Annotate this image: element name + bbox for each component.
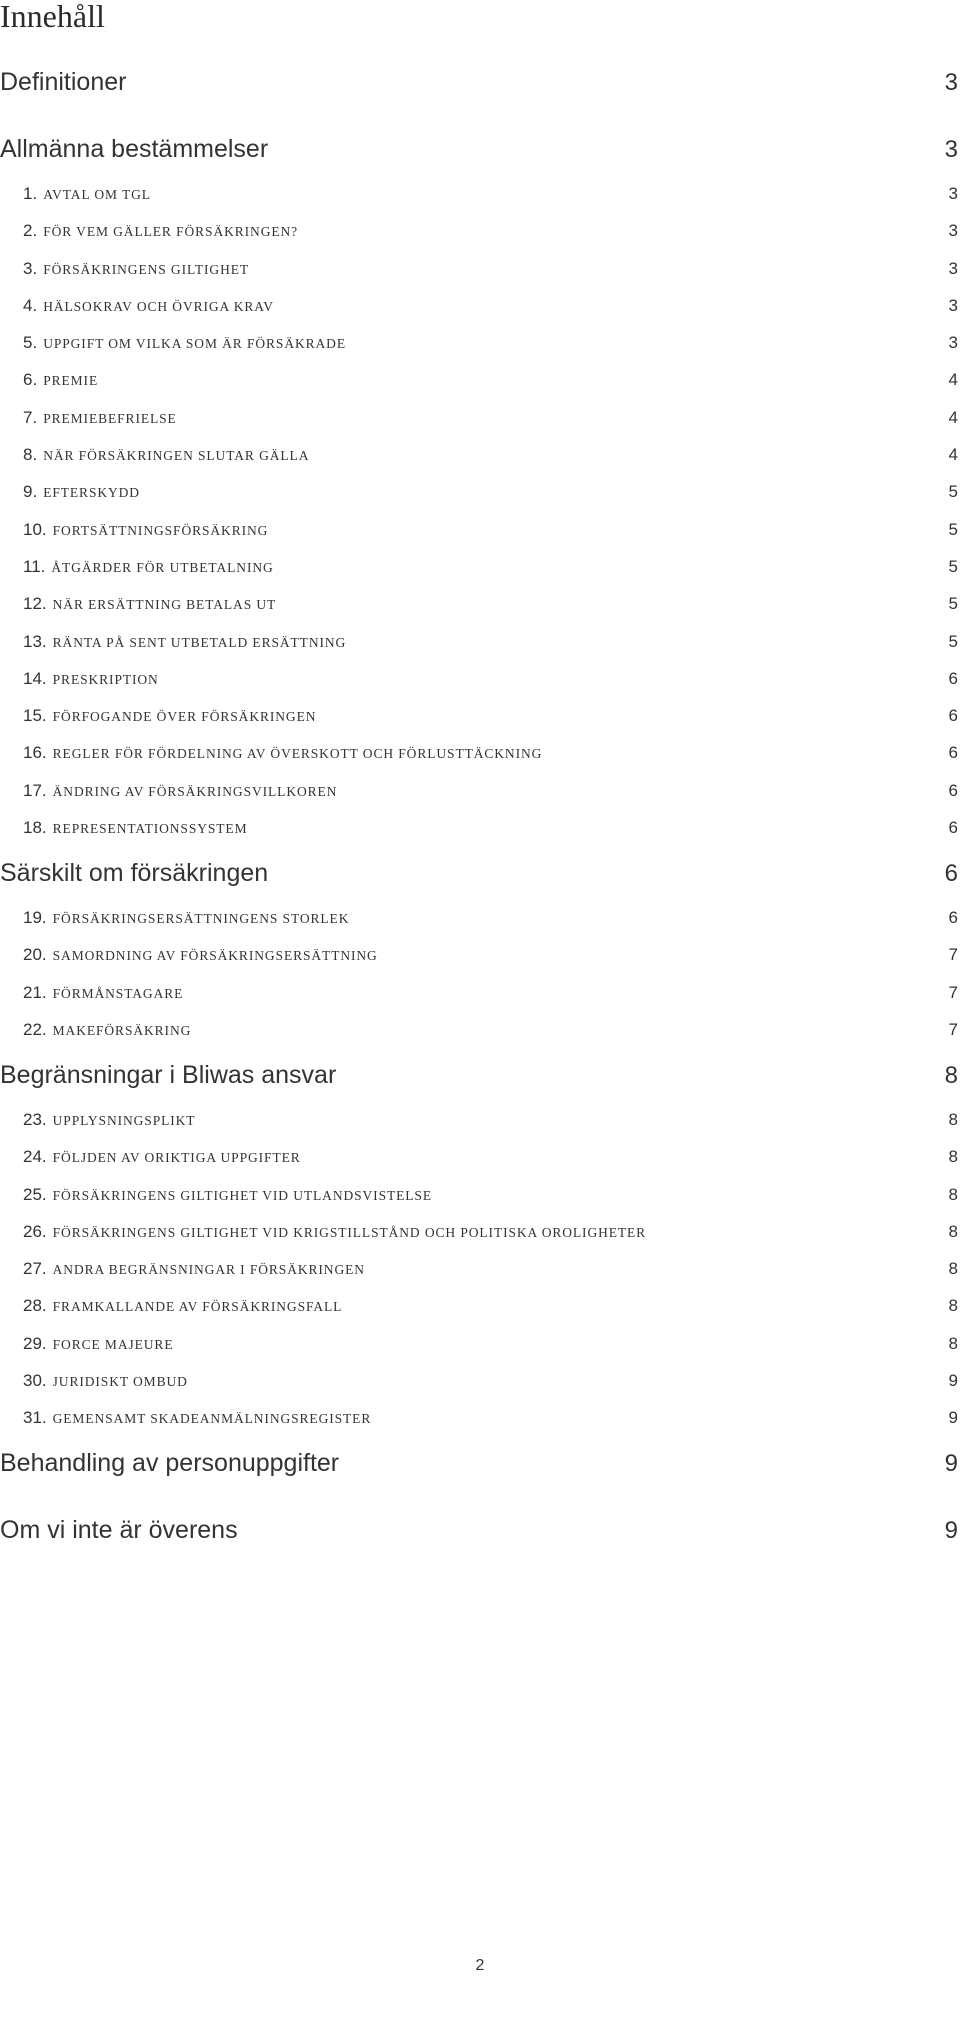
toc-entry-title — [23, 557, 274, 578]
toc-item-label: ÄNDRING AV FÖRSÄKRINGSVILLKOREN — [52, 783, 338, 799]
toc-item-entry[interactable] — [0, 1110, 958, 1130]
toc-item-label: FORTSÄTTNINGSFÖRSÄKRING — [52, 522, 269, 538]
toc-item-label: FÖRMÅNSTAGARE — [52, 985, 184, 1001]
toc-entry-title — [23, 743, 542, 764]
toc-page-reference: 6 — [948, 743, 958, 763]
toc-item-label: MAKEFÖRSÄKRING — [52, 1022, 192, 1038]
toc-item-label: SAMORDNING AV FÖRSÄKRINGSERSÄTTNING — [52, 948, 378, 964]
toc-page-reference: 9 — [948, 1408, 958, 1428]
toc-page-reference: 3 — [948, 333, 958, 353]
toc-item-number: 14. — [23, 668, 47, 688]
toc-section-entry[interactable] — [0, 68, 958, 96]
page-title: Innehåll — [0, 0, 105, 34]
toc-item-entry[interactable] — [0, 370, 958, 390]
toc-page-reference: 6 — [948, 818, 958, 838]
toc-item-entry[interactable] — [0, 743, 958, 763]
toc-item-number: 23. — [23, 1109, 47, 1129]
toc-page-reference: 8 — [948, 1109, 958, 1129]
toc-item-label: UPPLYSNINGSPLIKT — [52, 1112, 196, 1128]
toc-entry-title — [23, 983, 183, 1004]
toc-entry-title — [23, 333, 346, 354]
toc-item-number: 4. — [23, 295, 38, 315]
toc-item-number: 25. — [23, 1184, 47, 1204]
toc-item-entry[interactable] — [0, 1408, 958, 1428]
toc-entry-title — [23, 445, 309, 466]
toc-item-number: 3. — [23, 258, 38, 278]
toc-item-number: 27. — [23, 1259, 47, 1279]
toc-page-reference: 9 — [948, 1371, 958, 1391]
toc-item-number: 2. — [23, 221, 38, 241]
toc-entry-title — [23, 1408, 371, 1429]
toc-item-entry[interactable] — [0, 1020, 958, 1040]
toc-item-entry[interactable] — [0, 1147, 958, 1167]
toc-page-reference: 9 — [944, 1450, 958, 1478]
toc-item-number: 17. — [23, 780, 47, 800]
toc-entry-title — [23, 818, 247, 839]
toc-section-entry[interactable] — [0, 859, 958, 887]
toc-item-number: 31. — [23, 1408, 47, 1428]
toc-item-entry[interactable] — [0, 945, 958, 965]
toc-item-number: 10. — [23, 519, 47, 539]
toc-section-label: Särskilt om försäkringen — [0, 859, 269, 888]
toc-item-label: PREMIE — [43, 373, 99, 389]
toc-item-label: HÄLSOKRAV OCH ÖVRIGA KRAV — [43, 298, 274, 314]
toc-item-label: PREMIEBEFRIELSE — [43, 410, 177, 426]
toc-page-reference: 7 — [948, 982, 958, 1002]
toc-entry-title — [23, 908, 349, 929]
toc-item-entry[interactable] — [0, 1222, 958, 1242]
toc-item-number: 7. — [23, 407, 38, 427]
toc-item-number: 5. — [23, 333, 38, 353]
toc-item-entry[interactable] — [0, 632, 958, 652]
toc-page-reference: 7 — [948, 945, 958, 965]
toc-item-label: ANDRA BEGRÄNSNINGAR I FÖRSÄKRINGEN — [52, 1262, 365, 1278]
toc-page-reference: 3 — [948, 221, 958, 241]
toc-page-reference: 6 — [948, 908, 958, 928]
toc-item-entry[interactable] — [0, 296, 958, 316]
toc-item-entry[interactable] — [0, 221, 958, 241]
toc-entry-title — [23, 296, 274, 317]
toc-item-label: FÖLJDEN AV ORIKTIGA UPPGIFTER — [52, 1150, 301, 1166]
toc-page-reference: 8 — [948, 1333, 958, 1353]
toc-section-label: Om vi inte är överens — [0, 1516, 238, 1545]
toc-entry-title — [23, 781, 337, 802]
toc-entry-title — [23, 482, 140, 503]
toc-item-entry[interactable] — [0, 1334, 958, 1354]
toc-item-entry[interactable] — [0, 557, 958, 577]
toc-entry-title — [23, 408, 177, 429]
toc-entry-title — [0, 1061, 336, 1089]
toc-item-number: 16. — [23, 743, 47, 763]
toc-page-reference: 7 — [948, 1019, 958, 1039]
toc-section-label: Begränsningar i Bliwas ansvar — [0, 1060, 337, 1089]
toc-item-number: 22. — [23, 1019, 47, 1039]
toc-entry-title — [23, 1222, 646, 1243]
toc-item-entry[interactable] — [0, 184, 958, 204]
toc-page-reference: 6 — [944, 860, 958, 888]
toc-page-reference: 8 — [944, 1061, 958, 1089]
toc-entry-title — [23, 1185, 432, 1206]
toc-entry-title — [23, 520, 268, 541]
toc-item-number: 12. — [23, 594, 47, 614]
toc-page-reference: 5 — [948, 631, 958, 651]
toc-item-label: UPPGIFT OM VILKA SOM ÄR FÖRSÄKRADE — [43, 336, 346, 352]
toc-item-number: 29. — [23, 1333, 47, 1353]
toc-item-label: AVTAL OM TGL — [43, 187, 151, 202]
toc-item-entry[interactable] — [0, 706, 958, 726]
toc-entry-title — [23, 632, 346, 653]
toc-item-entry[interactable] — [0, 333, 958, 353]
toc-entry-title — [23, 594, 276, 615]
toc-item-entry[interactable] — [0, 445, 958, 465]
toc-section-entry[interactable] — [0, 1449, 958, 1477]
toc-item-entry[interactable] — [0, 1185, 958, 1205]
toc-item-number: 1. — [23, 184, 38, 203]
toc-entry-title — [23, 370, 98, 391]
toc-section-entry[interactable] — [0, 135, 958, 163]
toc-page-reference: 8 — [948, 1259, 958, 1279]
toc-item-number: 18. — [23, 818, 47, 838]
toc-section-entry[interactable] — [0, 1061, 958, 1089]
toc-entry-title — [23, 184, 151, 205]
toc-item-label: FÖR VEM GÄLLER FÖRSÄKRINGEN? — [43, 224, 299, 240]
table-of-contents — [0, 68, 958, 1544]
toc-item-label: GEMENSAMT SKADEANMÄLNINGSREGISTER — [52, 1411, 372, 1427]
toc-item-entry[interactable] — [0, 908, 958, 928]
toc-item-number: 30. — [23, 1371, 47, 1391]
toc-entry-title — [0, 1449, 339, 1477]
toc-page-reference: 5 — [948, 594, 958, 614]
toc-entry-title — [23, 259, 249, 280]
toc-section-entry[interactable] — [0, 1516, 958, 1544]
toc-item-number: 20. — [23, 945, 47, 965]
toc-item-label: RÄNTA PÅ SENT UTBETALD ERSÄTTNING — [52, 634, 347, 650]
toc-item-number: 11. — [23, 556, 46, 576]
toc-item-entry[interactable] — [0, 983, 958, 1003]
toc-item-number: 19. — [23, 908, 47, 928]
toc-item-entry[interactable] — [0, 482, 958, 502]
toc-item-label: REGLER FÖR FÖRDELNING AV ÖVERSKOTT OCH FÖRLUSTTÄCKNING — [52, 746, 543, 762]
toc-item-entry[interactable] — [0, 669, 958, 689]
toc-page-reference: 5 — [948, 482, 958, 502]
toc-item-number: 9. — [23, 482, 38, 502]
toc-page-reference: 3 — [948, 184, 958, 203]
toc-entry-title — [0, 1516, 238, 1544]
toc-item-number: 13. — [23, 631, 47, 651]
toc-entry-title — [23, 1334, 173, 1355]
toc-item-number: 8. — [23, 445, 38, 465]
toc-item-number: 28. — [23, 1296, 47, 1316]
toc-item-entry[interactable] — [0, 1371, 958, 1391]
toc-entry-title — [23, 1259, 365, 1280]
toc-page-reference: 4 — [948, 370, 958, 390]
toc-page-reference: 3 — [944, 69, 958, 96]
toc-item-entry[interactable] — [0, 781, 958, 801]
toc-entry-title — [23, 1371, 188, 1392]
toc-item-number: 6. — [23, 370, 38, 390]
toc-page-reference: 8 — [948, 1221, 958, 1241]
toc-page-reference: 9 — [944, 1517, 958, 1545]
toc-entry-title — [0, 859, 268, 887]
toc-item-entry[interactable] — [0, 408, 958, 428]
toc-item-entry[interactable] — [0, 818, 958, 838]
toc-item-label: FÖRSÄKRINGENS GILTIGHET VID KRIGSTILLSTÅND OCH POLITISKA OROLIGHETER — [52, 1224, 647, 1240]
toc-page-reference: 4 — [948, 407, 958, 427]
toc-section-label: Behandling av personuppgifter — [0, 1449, 340, 1478]
toc-item-entry[interactable] — [0, 520, 958, 540]
toc-item-label: NÄR FÖRSÄKRINGEN SLUTAR GÄLLA — [43, 448, 310, 464]
toc-page-reference: 3 — [948, 258, 958, 278]
toc-item-label: NÄR ERSÄTTNING BETALAS UT — [52, 597, 277, 613]
toc-page-reference: 6 — [948, 668, 958, 688]
toc-item-label: FÖRSÄKRINGENS GILTIGHET — [43, 261, 250, 277]
toc-item-label: ÅTGÄRDER FÖR UTBETALNING — [51, 559, 274, 575]
toc-item-label: REPRESENTATIONSSYSTEM — [52, 821, 248, 837]
toc-item-entry[interactable] — [0, 259, 958, 279]
toc-section-label: Definitioner — [0, 68, 127, 96]
footer-page-number: 2 — [475, 1957, 485, 1974]
toc-entry-title — [0, 68, 126, 96]
toc-item-number: 26. — [23, 1221, 47, 1241]
toc-entry-title — [23, 945, 378, 966]
toc-page-reference: 5 — [948, 556, 958, 576]
toc-page-reference: 6 — [948, 780, 958, 800]
toc-item-label: FÖRSÄKRINGENS GILTIGHET VID UTLANDSVISTELSE — [52, 1187, 432, 1203]
toc-item-number: 24. — [23, 1147, 47, 1167]
toc-page-reference: 4 — [948, 445, 958, 465]
toc-item-entry[interactable] — [0, 594, 958, 614]
toc-item-label: JURIDISKT OMBUD — [52, 1374, 188, 1390]
toc-item-label: FÖRSÄKRINGSERSÄTTNINGENS STORLEK — [52, 911, 350, 927]
toc-item-entry[interactable] — [0, 1296, 958, 1316]
toc-entry-title — [23, 669, 159, 690]
toc-item-label: FRAMKALLANDE AV FÖRSÄKRINGSFALL — [52, 1299, 343, 1315]
toc-page-reference: 3 — [944, 136, 958, 163]
toc-page-reference: 5 — [948, 519, 958, 539]
toc-item-label: EFTERSKYDD — [43, 485, 140, 501]
toc-entry-title — [23, 221, 298, 242]
toc-item-number: 21. — [23, 982, 47, 1002]
toc-entry-title — [23, 1296, 342, 1317]
toc-item-label: PRESKRIPTION — [52, 671, 159, 687]
toc-page-reference: 8 — [948, 1184, 958, 1204]
toc-entry-title — [23, 1020, 191, 1041]
toc-page-reference: 8 — [948, 1147, 958, 1167]
toc-item-number: 15. — [23, 706, 47, 726]
toc-entry-title — [0, 135, 268, 163]
toc-item-entry[interactable] — [0, 1259, 958, 1279]
toc-page-reference: 3 — [948, 295, 958, 315]
toc-page-reference: 8 — [948, 1296, 958, 1316]
toc-item-label: FÖRFOGANDE ÖVER FÖRSÄKRINGEN — [52, 709, 317, 725]
toc-entry-title — [23, 706, 316, 727]
toc-section-label: Allmänna bestämmelser — [0, 135, 269, 163]
toc-page-reference: 6 — [948, 706, 958, 726]
toc-item-label: FORCE MAJEURE — [52, 1336, 174, 1352]
toc-entry-title — [23, 1147, 301, 1168]
toc-entry-title — [23, 1110, 195, 1131]
